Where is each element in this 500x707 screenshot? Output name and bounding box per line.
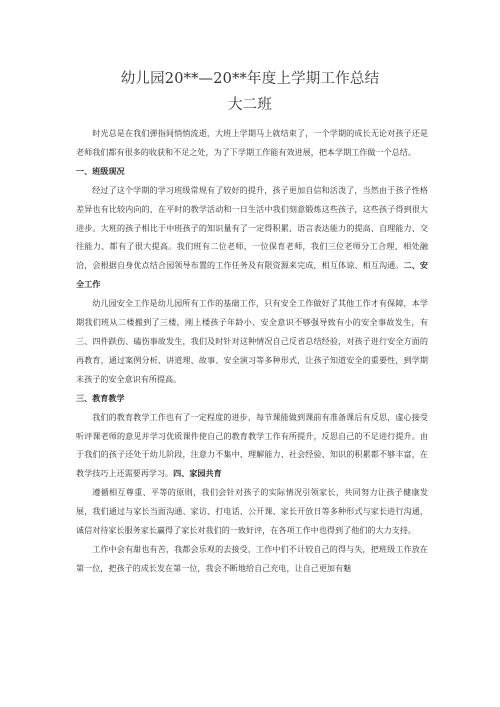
closing-paragraph: 工作中会有甜也有苦，我都会乐观的去接受，工作中们不计较自己的得与失，把班级工作放在第一位，把孩子的成长发在第一位，我会不断地给自己充电，让自己更加有魅: [76, 543, 428, 573]
class-status-paragraph: [76, 181, 428, 294]
section-heading-class-status: 一、班级现况: [76, 165, 125, 176]
document-title: 幼儿园20**—20**年度上学期工作总结: [120, 71, 380, 87]
teaching-paragraph: [76, 408, 428, 484]
section-heading-teaching: 三、教育教学: [76, 392, 125, 403]
section-heading-home-school: 四、家园共育: [173, 468, 222, 479]
home-school-paragraph: 遵循相互尊重、平等的原则，我们会针对孩子的实际情况引领家长，共同努力让孩子健康发展，我们通过与家长当面沟通、家访、打电话、公开课、家长开放日等多种形式与家长进行沟通，诚信对待家长服务家长赢得了家长对我们的一致好评，在各项工作中也得到了他们的大力支持。: [76, 487, 428, 536]
safety-paragraph: 幼儿园安全工作是幼儿园所有工作的基础工作，只有安全工作做好了其他工作才有保障，本学期我们班从二楼搬到了三楼，刚上楼孩子年龄小、安全意识不够强导致有小的安全事故发生，有三、四件跌伤、磕伤事故发生，我们及时针对这种情况自己反省总结经验，对孩子进行安全方面的再教育，通过案例分析、讲道理、故事、安全演习等多种形式，让孩子知道安全的重要性，到学期末孩子的安全意识有所提高。: [76, 298, 428, 384]
teaching-text: 我们的教育教学工作也有了一定程度的进步，每节课能做到课前有准备课后有反思，虚心接受听评课老师的意见并学习优质课件使自己的教育教学工作有所提升，反思自己的不足进行提升。由于我们的孩子还处于幼儿阶段，注意力不集中、理解能力、社会经验、知识的积累都不够丰富，在教学技巧上还需要再学习。: [76, 411, 428, 479]
intro-paragraph: 时光总是在我们弹指间悄悄流逝，大班上学期马上就结束了，一个学期的成长无论对孩子还是老师我们都有很多的收获和不足之处，为了下学期工作能有效进展，把本学期工作做一个总结。: [76, 128, 428, 157]
document-body: [76, 124, 428, 578]
class-subtitle: 大二班: [227, 97, 273, 113]
section-heading-safety: 二、安全工作: [76, 260, 428, 290]
class-status-text: 经过了这个学期的学习班级常规有了较好的提升，孩子更加自信和活泼了，当然由于孩子性格差异也有比较内向的，在平时的教学活动和一日生活中我们刻意锻炼这些孩子，这些孩子得到很大进步。大班的孩子相比于中班孩子的知识量有了一定得积累、语言表达能力的提高、自理能力、交往能力、都有了很大提高。我们班有二位老师，一位保育老师，我们三位老师分工合理、相处融洽，会根据自身优点结合园领导布置的工作任务及有限资源来完成，相互体谅、相互沟通。: [76, 184, 428, 271]
